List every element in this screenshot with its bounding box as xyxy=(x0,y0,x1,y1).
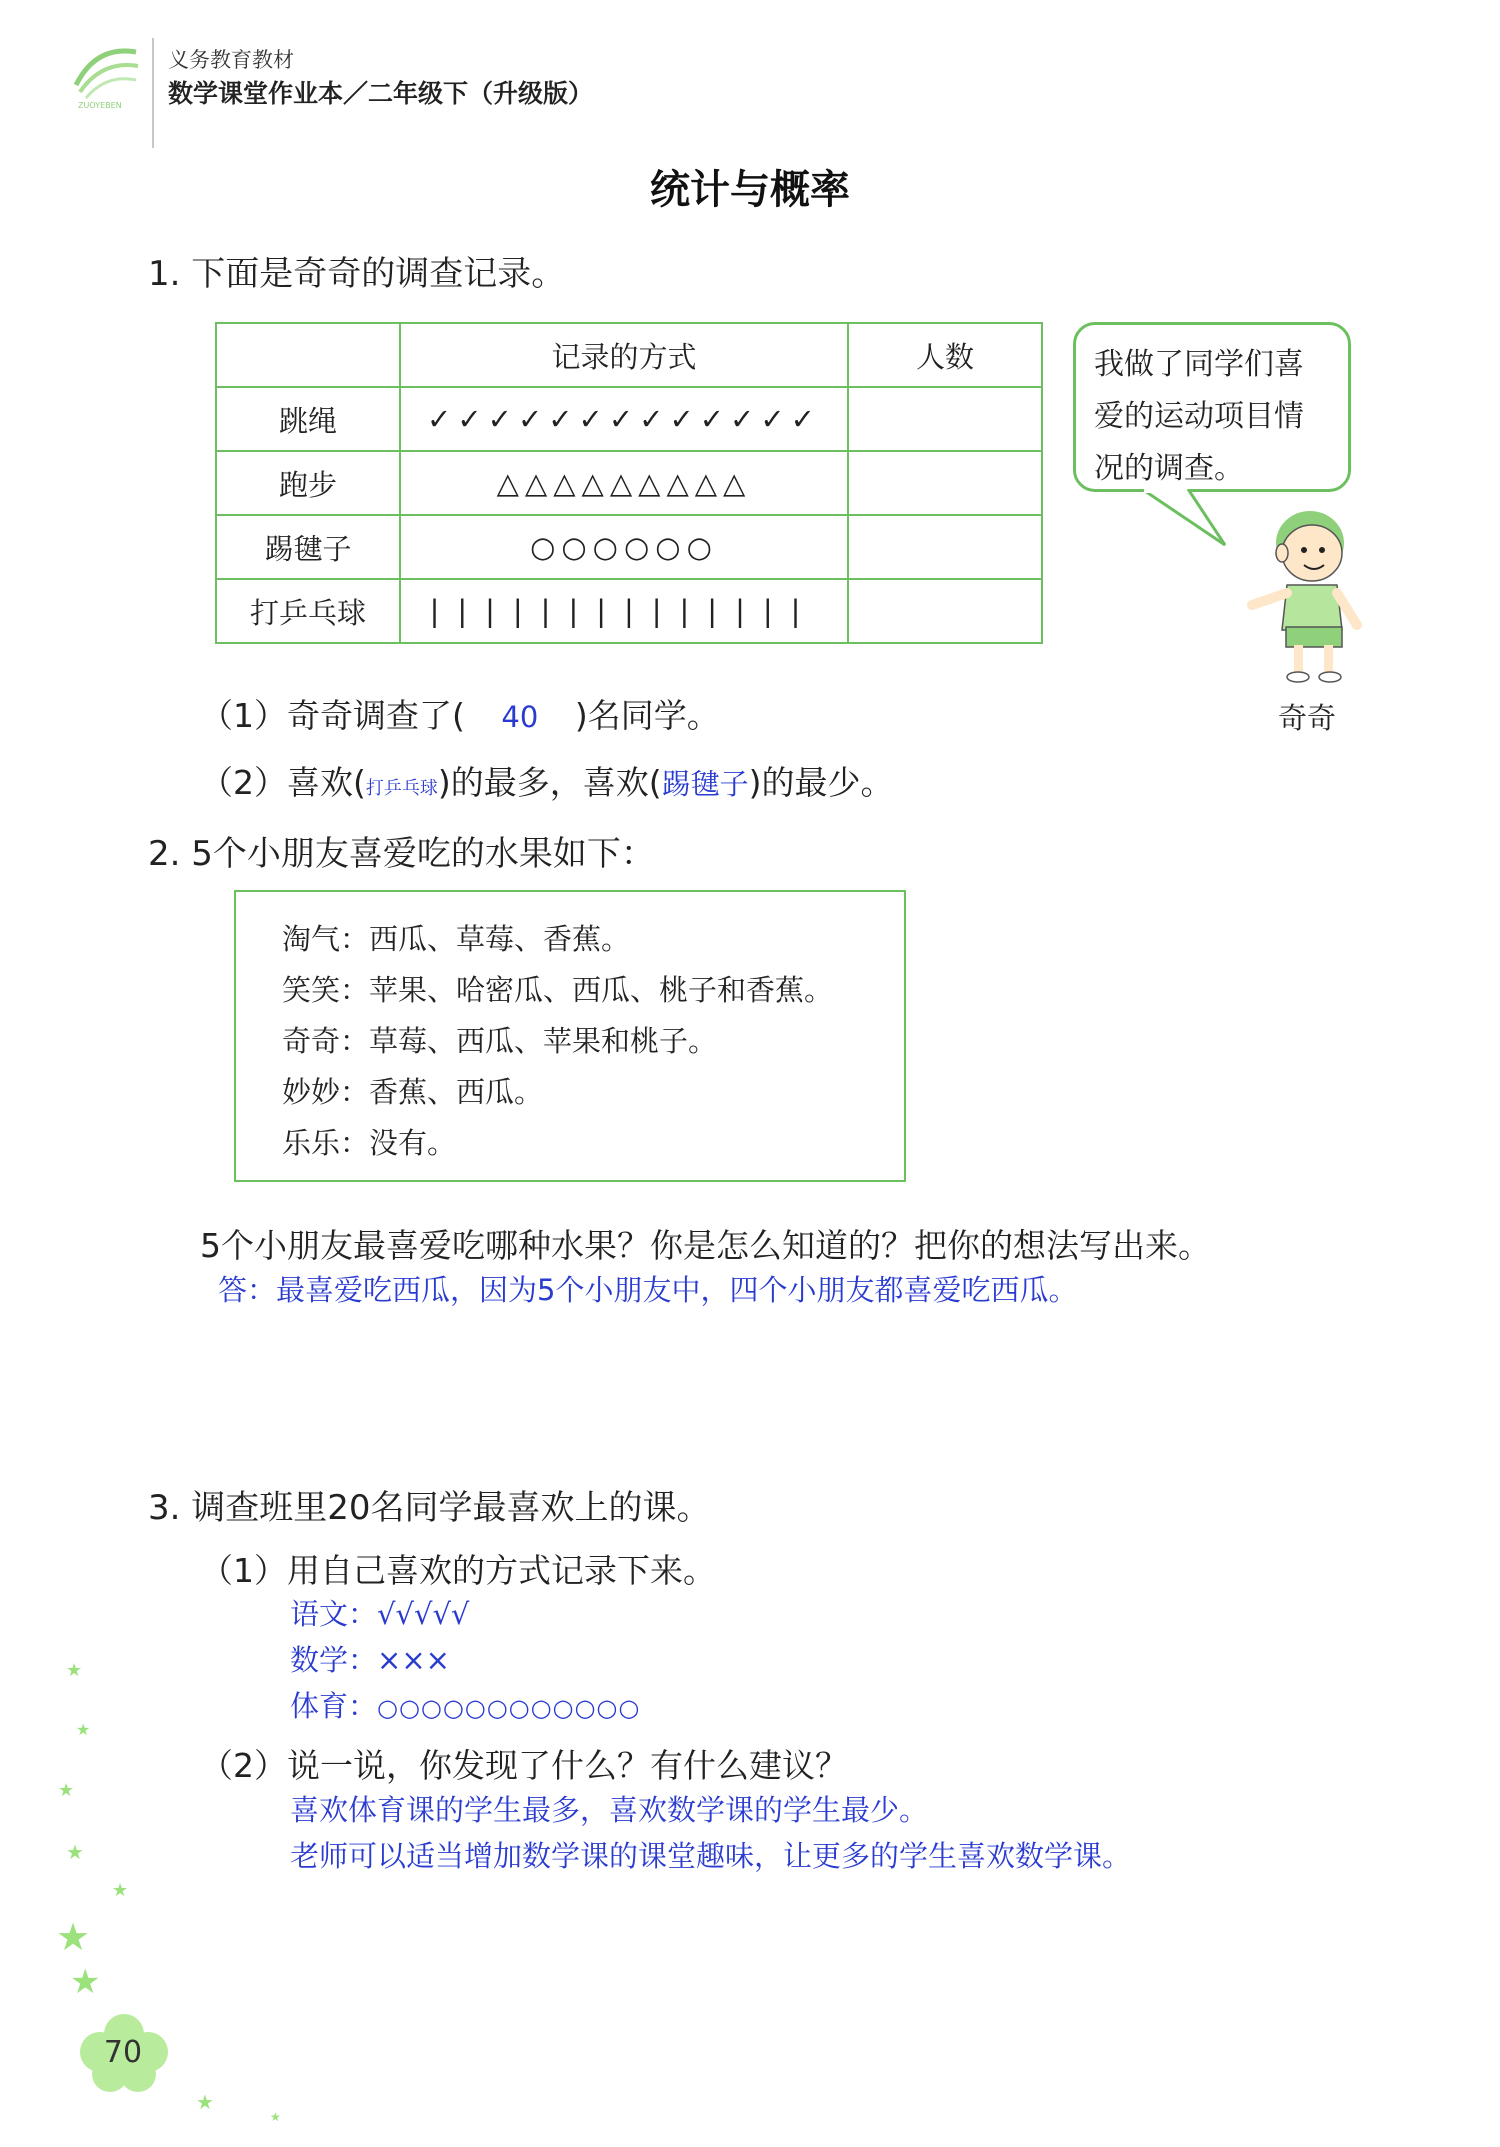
record-line xyxy=(290,1638,450,1679)
table-header-cell: 记录的方式 xyxy=(400,323,848,387)
fruit-line: 淘气：西瓜、草莓、香蕉。 xyxy=(282,922,631,956)
count-cell[interactable] xyxy=(848,387,1042,451)
fruit-line: 笑笑：苹果、哈密瓜、西瓜、桃子和香蕉。 xyxy=(282,973,834,1007)
record-subject: 体育： xyxy=(290,1689,378,1723)
table-header-row xyxy=(216,323,1042,387)
star-icon: ★ xyxy=(56,1915,91,1959)
survey-table xyxy=(215,322,1043,644)
book-title: 数学课堂作业本／二年级下（升级版） xyxy=(168,79,594,108)
tally-marks: △△△△△△△△△ xyxy=(400,451,848,515)
publisher-logo xyxy=(66,40,146,110)
star-icon: ★ xyxy=(70,1962,101,2002)
speech-line: 爱的运动项目情 xyxy=(1094,399,1304,434)
series-label: 义务教育教材 xyxy=(168,48,294,72)
star-icon: ★ xyxy=(196,2090,214,2114)
sub2-answer-most: 打乒乓球 xyxy=(365,778,438,799)
q3-sub1: （1）用自己喜欢的方式记录下来。 xyxy=(200,1551,716,1590)
tally-marks: ○○○○○○ xyxy=(400,515,848,579)
tally-marks: ✓✓✓✓✓✓✓✓✓✓✓✓✓ xyxy=(400,387,848,451)
sub1-answer: 40 xyxy=(501,700,539,734)
q2-answer: 答：最喜爱吃西瓜，因为5个小朋友中，四个小朋友都喜爱吃西瓜。 xyxy=(218,1273,1078,1307)
sub1-suffix: )名同学。 xyxy=(574,696,720,735)
fruit-line: 乐乐：没有。 xyxy=(282,1126,457,1160)
activity-label: 跳绳 xyxy=(216,387,400,451)
page-title: 统计与概率 xyxy=(650,167,850,213)
star-icon: ★ xyxy=(112,1880,129,1901)
star-icon: ★ xyxy=(58,1780,75,1801)
sub1-prefix: （1）奇奇调查了( xyxy=(200,696,465,735)
svg-text:ZUOYEBEN: ZUOYEBEN xyxy=(78,101,122,110)
table-row xyxy=(216,579,1042,643)
star-icon: ★ xyxy=(270,2110,281,2124)
fruit-line: 奇奇：草莓、西瓜、苹果和桃子。 xyxy=(282,1024,718,1058)
q3-answer-line: 喜欢体育课的学生最多，喜欢数学课的学生最少。 xyxy=(290,1793,929,1827)
q3-prompt: 3. 调查班里20名同学最喜欢上的课。 xyxy=(148,1488,711,1528)
record-subject: 数学： xyxy=(290,1643,378,1677)
record-line xyxy=(290,1592,469,1633)
character-name: 奇奇 xyxy=(1278,701,1337,735)
table-header-cell: 人数 xyxy=(848,323,1042,387)
record-subject: 语文： xyxy=(290,1597,378,1631)
record-marks: √√√√√ xyxy=(377,1597,470,1631)
activity-label: 打乒乓球 xyxy=(216,579,400,643)
header-divider xyxy=(152,38,154,148)
speech-line: 我做了同学们喜 xyxy=(1094,347,1304,382)
q3-sub2: （2）说一说，你发现了什么？有什么建议？ xyxy=(200,1746,848,1785)
q2-prompt: 2. 5个小朋友喜爱吃的水果如下： xyxy=(148,834,655,874)
sub2-suffix: )的最少。 xyxy=(748,763,894,802)
fruit-line: 妙妙：香蕉、西瓜。 xyxy=(282,1075,544,1109)
sub2-answer-least: 踢毽子 xyxy=(661,767,749,801)
fruit-list-box xyxy=(234,890,906,1182)
table-row xyxy=(216,451,1042,515)
sub2-middle: )的最多，喜欢( xyxy=(437,763,662,802)
table-row xyxy=(216,387,1042,451)
star-icon: ★ xyxy=(66,1840,84,1864)
count-cell[interactable] xyxy=(848,515,1042,579)
speech-bubble xyxy=(1073,322,1351,492)
q1-sub2 xyxy=(200,757,894,804)
activity-label: 跑步 xyxy=(216,451,400,515)
q1-prompt: 1. 下面是奇奇的调查记录。 xyxy=(148,254,566,294)
count-cell[interactable] xyxy=(848,451,1042,515)
table-header-cell xyxy=(216,323,400,387)
speech-line: 况的调查。 xyxy=(1094,451,1244,486)
tally-marks: |||||||||||||| xyxy=(400,579,848,643)
speech-tail-icon xyxy=(1140,489,1230,549)
record-line xyxy=(290,1684,640,1725)
q3-answer-line: 老师可以适当增加数学课的课堂趣味，让更多的学生喜欢数学课。 xyxy=(290,1839,1132,1873)
q1-sub1 xyxy=(200,690,720,737)
sub2-prefix: （2）喜欢( xyxy=(200,763,366,802)
page-number: 70 xyxy=(103,2035,143,2070)
activity-label: 踢毽子 xyxy=(216,515,400,579)
q2-question: 5个小朋友最喜爱吃哪种水果？你是怎么知道的？把你的想法写出来。 xyxy=(200,1226,1211,1265)
table-row xyxy=(216,515,1042,579)
count-cell[interactable] xyxy=(848,579,1042,643)
record-marks: ○○○○○○○○○○○○ xyxy=(377,1694,641,1722)
star-icon: ★ xyxy=(76,1720,91,1739)
star-icon: ★ xyxy=(66,1660,83,1681)
record-marks: ××× xyxy=(377,1643,450,1677)
qiqi-character-icon xyxy=(1232,505,1382,685)
